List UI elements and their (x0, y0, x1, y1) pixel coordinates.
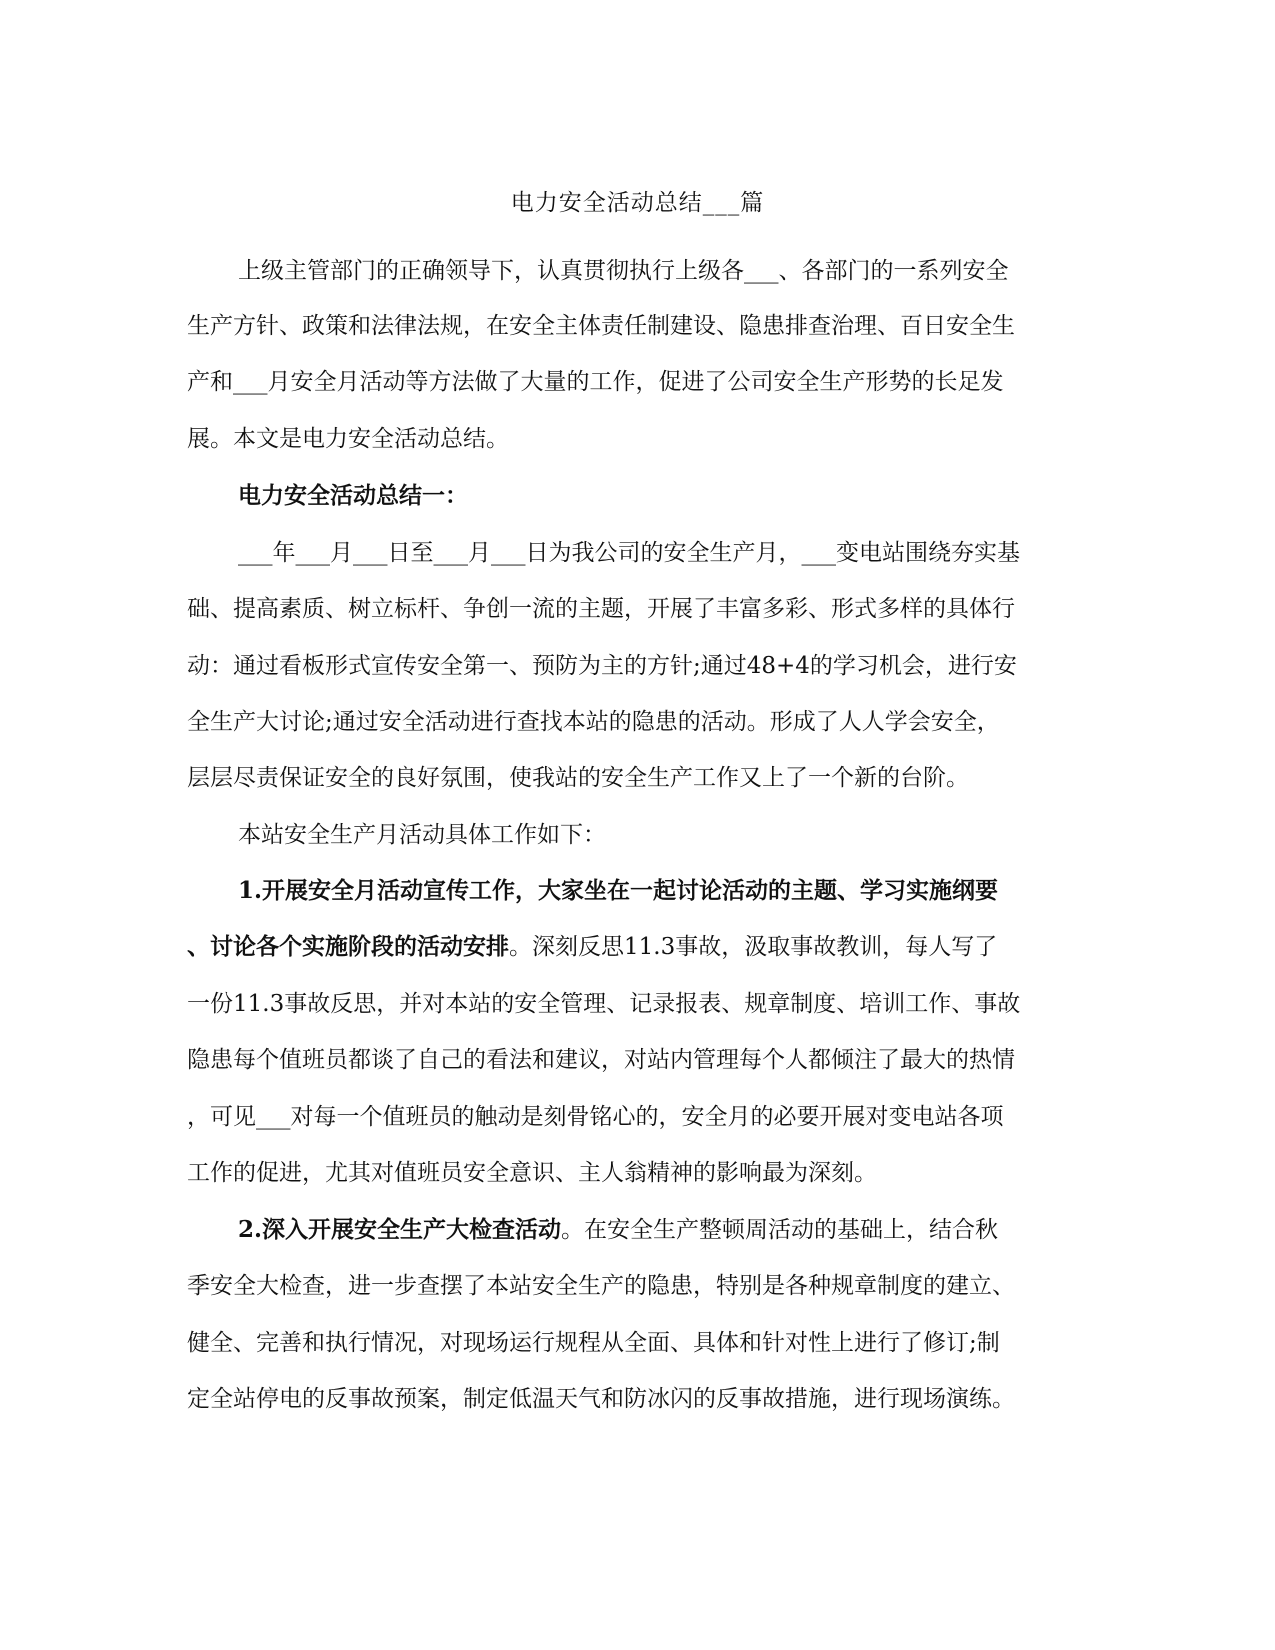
item2-heading: 2.深入开展安全生产大检查活动 (238, 1216, 562, 1243)
paragraph-line: 健全、完善和执行情况，对现场运行规程从全面、具体和针对性上进行了修订;制 (187, 1330, 1000, 1356)
paragraph-line: 础、提高素质、树立标杆、争创一流的主题，开展了丰富多彩、形式多样的具体行 (187, 596, 1015, 622)
paragraph-line: 定全站停电的反事故预案，制定低温天气和防冰闪的反事故措施，进行现场演练。 (187, 1386, 1015, 1412)
intro-line: 生产方针、政策和法律法规，在安全主体责任制建设、隐患排查治理、百日安全生 (187, 313, 1015, 339)
paragraph-line: 全生产大讨论;通过安全活动进行查找本站的隐患的活动。形成了人人学会安全， (187, 709, 1000, 735)
paragraph-line: ___年___月___日至___月___日为我公司的安全生产月，___变电站围绕夯实基 (238, 540, 1020, 566)
work-intro: 本站安全生产月活动具体工作如下： (238, 822, 606, 848)
intro-line: 展。本文是电力安全活动总结。 (187, 426, 509, 452)
item1-text: 。深刻反思11.3事故，汲取事故教训，每人写了 (509, 934, 998, 960)
paragraph-line: 隐患每个值班员都谈了自己的看法和建议，对站内管理每个人都倾注了最大的热情 (187, 1047, 1015, 1073)
item2-line (238, 1214, 1088, 1246)
item1-line (187, 931, 1087, 963)
paragraph-line: 工作的促进，尤其对值班员安全意识、主人翁精神的影响最为深刻。 (187, 1160, 877, 1186)
item1-heading-line: 1.开展安全月活动宣传工作，大家坐在一起讨论活动的主题、学习实施纲要 (238, 877, 999, 904)
paragraph-line: 一份11.3事故反思，并对本站的安全管理、记录报表、规章制度、培训工作、事故 (187, 991, 1021, 1017)
paragraph-line: 层层尽责保证安全的良好氛围，使我站的安全生产工作又上了一个新的台阶。 (187, 765, 969, 791)
paragraph-line: 动：通过看板形式宣传安全第一、预防为主的方针;通过48+4的学习机会，进行安 (187, 653, 1017, 679)
intro-line: 上级主管部门的正确领导下，认真贯彻执行上级各___、各部门的一系列安全 (238, 258, 1009, 284)
item2-text: 。在安全生产整顿周活动的基础上，结合秋 (561, 1217, 999, 1243)
paragraph-line: ，可见___对每一个值班员的触动是刻骨铭心的，安全月的必要开展对变电站各项 (187, 1104, 1004, 1130)
item1-heading-tail: 、讨论各个实施阶段的活动安排 (187, 933, 509, 960)
paragraph-line: 季安全大检查，进一步查摆了本站安全生产的隐患，特别是各种规章制度的建立、 (187, 1273, 1015, 1299)
intro-line: 产和___月安全月活动等方法做了大量的工作，促进了公司安全生产形势的长足发 (187, 369, 1004, 395)
section-heading: 电力安全活动总结一： (238, 482, 468, 509)
document-title: 电力安全活动总结___篇 (510, 190, 765, 216)
